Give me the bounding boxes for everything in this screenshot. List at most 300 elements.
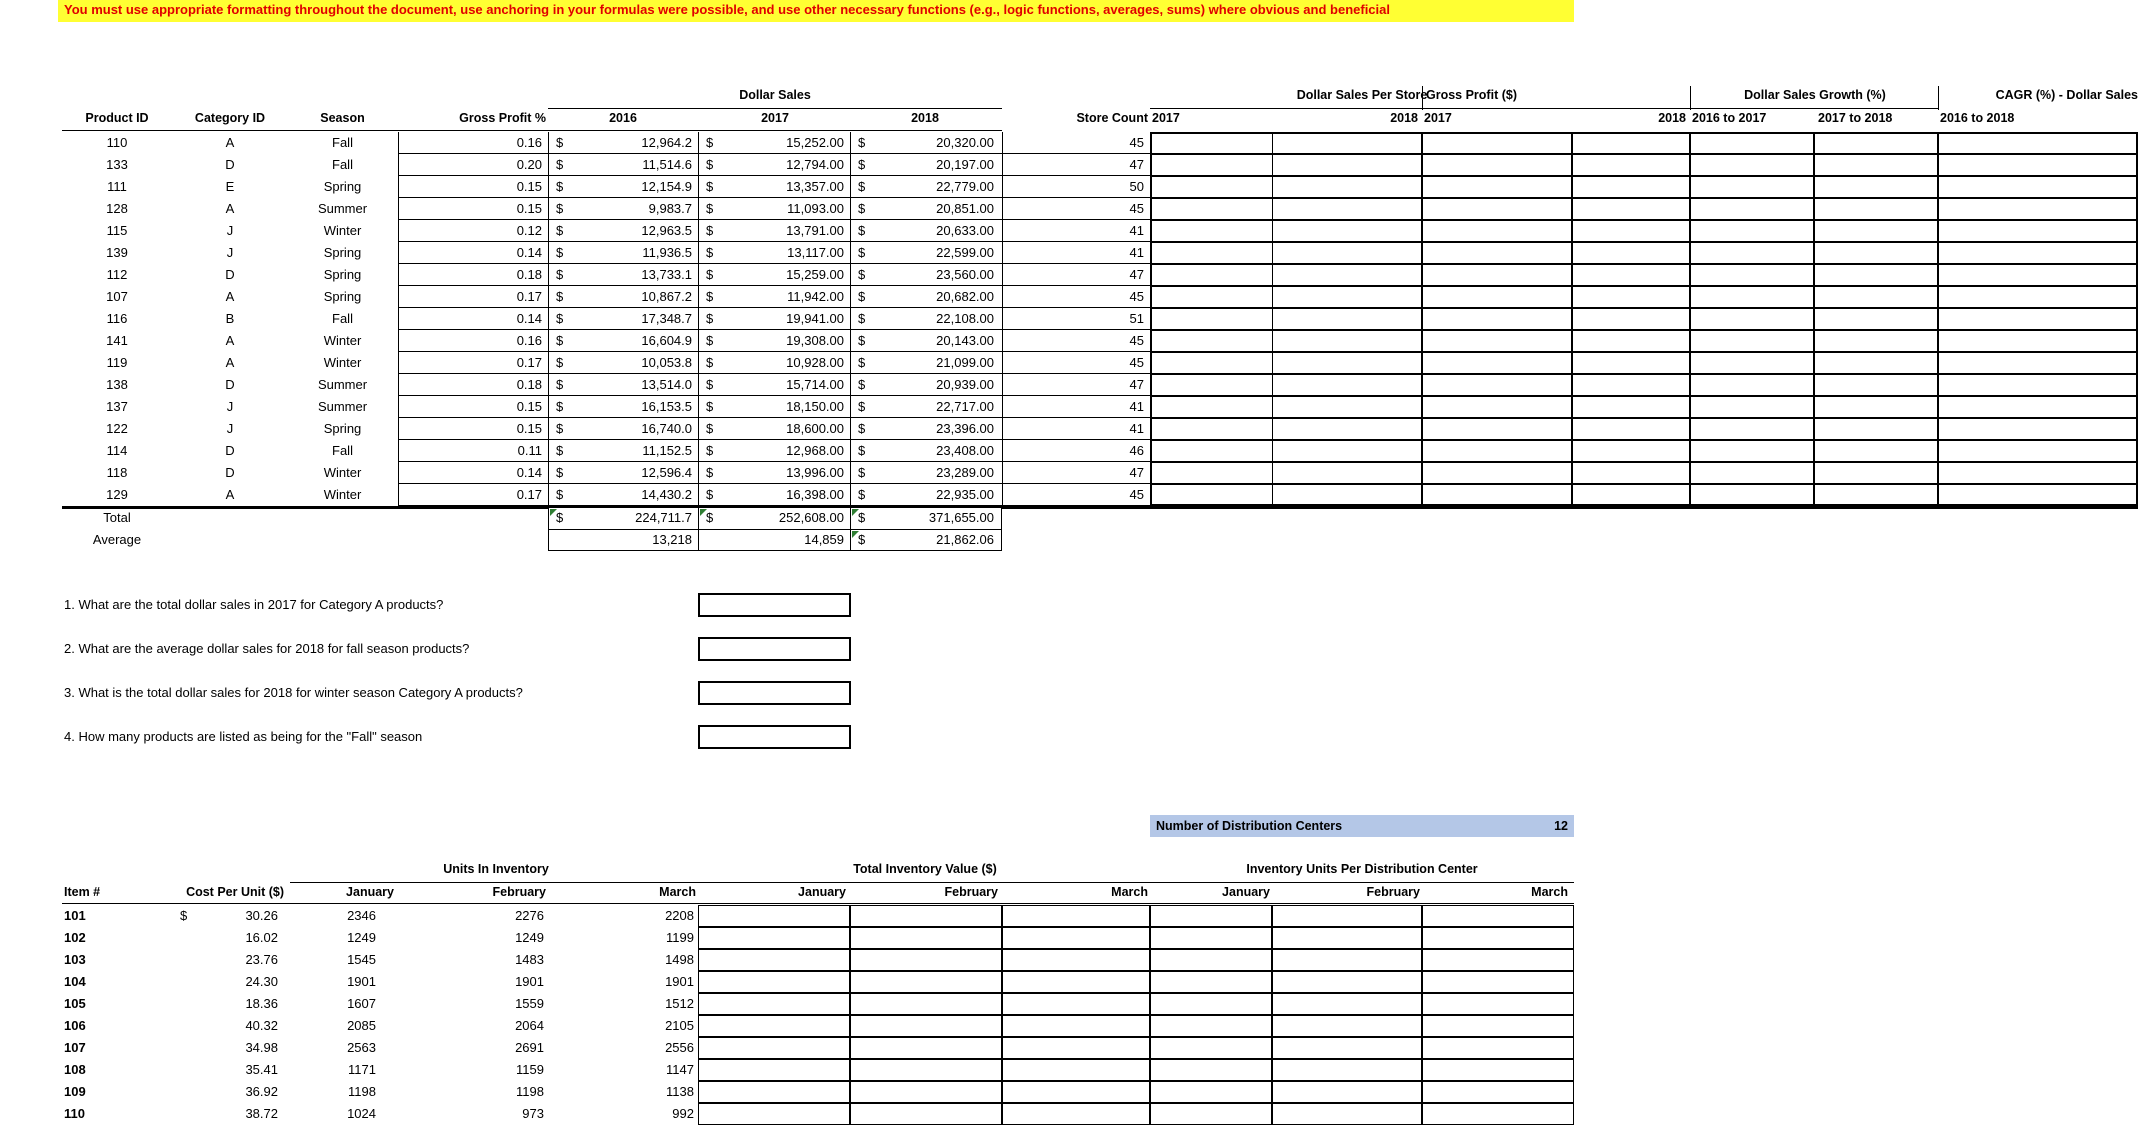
season[interactable]: Summer <box>317 399 368 414</box>
empty-cell[interactable] <box>1272 927 1422 949</box>
col-gross-profit-pct: Gross Profit % <box>459 111 546 125</box>
question-4: 4. How many products are listed as being for the "Fall" season <box>64 729 423 744</box>
sales-2017[interactable]: 10,928.00 <box>786 355 844 370</box>
col-category-id: Category ID <box>194 111 266 125</box>
category-id[interactable]: A <box>225 135 235 150</box>
gross-profit-pct[interactable]: 0.12 <box>516 223 542 238</box>
empty-cell[interactable] <box>850 1059 1002 1081</box>
store-count[interactable]: 47 <box>1129 267 1144 282</box>
product-id[interactable]: 138 <box>106 377 128 392</box>
season[interactable]: Winter <box>323 355 362 370</box>
currency-symbol: $ <box>556 465 564 480</box>
currency-symbol: $ <box>858 135 866 150</box>
item-number[interactable]: 108 <box>64 1062 86 1077</box>
units-mar[interactable]: 1199 <box>666 930 694 945</box>
gross-profit-pct[interactable]: 0.17 <box>516 289 542 304</box>
empty-cell[interactable] <box>1002 1081 1150 1103</box>
units-feb[interactable]: 2064 <box>515 1018 544 1033</box>
units-jan[interactable]: 2563 <box>347 1040 376 1055</box>
product-id[interactable]: 112 <box>106 267 128 282</box>
season[interactable]: Fall <box>332 157 353 172</box>
category-id[interactable]: E <box>225 179 235 194</box>
product-id[interactable]: 118 <box>106 465 128 480</box>
gross-profit-header: Gross Profit ($) <box>1426 88 1517 102</box>
empty-cell[interactable] <box>698 1015 850 1037</box>
product-id[interactable]: 107 <box>106 289 128 304</box>
cost-per-unit[interactable]: 24.30 <box>245 974 278 989</box>
currency-symbol: $ <box>706 223 714 238</box>
store-count[interactable]: 45 <box>1129 201 1144 216</box>
product-id[interactable]: 122 <box>106 421 128 436</box>
gross-profit-pct[interactable]: 0.15 <box>516 201 542 216</box>
empty-cell[interactable] <box>698 905 850 927</box>
sales-2016[interactable]: 11,514.6 <box>642 157 692 172</box>
sales-2018[interactable]: 20,143.00 <box>936 333 994 348</box>
units-jan[interactable]: 1024 <box>347 1106 376 1121</box>
currency-symbol: $ <box>556 333 564 348</box>
cost-per-unit[interactable]: 23.76 <box>245 952 278 967</box>
currency-symbol: $ <box>706 311 714 326</box>
total-2017-currency: $ <box>706 510 714 525</box>
sales-2016[interactable]: 9,983.7 <box>648 201 692 216</box>
currency-symbol: $ <box>858 223 866 238</box>
empty-cell[interactable] <box>1272 1081 1422 1103</box>
product-id[interactable]: 141 <box>106 333 128 348</box>
units-jan[interactable]: 2346 <box>347 908 376 923</box>
currency-symbol: $ <box>556 421 564 436</box>
sales-2017[interactable]: 15,259.00 <box>786 267 844 282</box>
sales-2016[interactable]: 12,964.2 <box>641 135 692 150</box>
store-count[interactable]: 47 <box>1129 377 1144 392</box>
gross-profit-pct[interactable]: 0.11 <box>517 443 542 458</box>
total-inventory-value-header: Total Inventory Value ($) <box>853 862 997 876</box>
sales-2016[interactable]: 12,596.4 <box>641 465 692 480</box>
units-mar[interactable]: 2208 <box>665 908 694 923</box>
sales-2016[interactable]: 11,936.5 <box>642 245 692 260</box>
category-id[interactable]: J <box>226 399 234 414</box>
product-id[interactable]: 137 <box>106 399 128 414</box>
category-id[interactable]: A <box>225 289 235 304</box>
sales-2016[interactable]: 17,348.7 <box>641 311 692 326</box>
units-jan[interactable]: 2085 <box>347 1018 376 1033</box>
cost-per-unit[interactable]: 18.36 <box>245 996 278 1011</box>
gross-profit-pct[interactable]: 0.18 <box>516 377 542 392</box>
empty-cell[interactable] <box>698 1103 850 1125</box>
season[interactable]: Spring <box>323 289 362 304</box>
season[interactable]: Winter <box>323 333 362 348</box>
gross-profit-pct[interactable]: 0.20 <box>516 157 542 172</box>
units-mar[interactable]: 992 <box>672 1106 694 1121</box>
sales-2018[interactable]: 22,935.00 <box>936 487 994 502</box>
empty-cell[interactable] <box>850 1037 1002 1059</box>
sales-2017[interactable]: 12,968.00 <box>786 443 844 458</box>
gross-profit-pct[interactable]: 0.17 <box>516 487 542 502</box>
sales-2017[interactable]: 11,942.00 <box>787 289 844 304</box>
empty-cell[interactable] <box>1272 993 1422 1015</box>
empty-cell[interactable] <box>698 1081 850 1103</box>
category-id[interactable]: J <box>226 245 234 260</box>
item-number[interactable]: 109 <box>64 1084 86 1099</box>
currency-symbol: $ <box>858 157 866 172</box>
sales-2018[interactable]: 23,289.00 <box>936 465 994 480</box>
empty-cell[interactable] <box>1150 1015 1272 1037</box>
empty-cell[interactable] <box>698 1037 850 1059</box>
empty-cell[interactable] <box>1150 993 1272 1015</box>
empty-cell[interactable] <box>1422 1037 1574 1059</box>
item-number[interactable]: 101 <box>64 908 86 923</box>
season[interactable]: Fall <box>332 443 353 458</box>
store-count[interactable]: 45 <box>1129 333 1144 348</box>
empty-cell[interactable] <box>1422 1059 1574 1081</box>
sales-2017[interactable]: 15,252.00 <box>786 135 844 150</box>
currency-symbol: $ <box>556 399 564 414</box>
units-mar[interactable]: 1498 <box>665 952 694 967</box>
empty-cell[interactable] <box>1272 1015 1422 1037</box>
units-mar[interactable]: 2556 <box>665 1040 694 1055</box>
cagr-header: CAGR (%) - Dollar Sales <box>1995 88 2138 102</box>
category-id[interactable]: D <box>225 465 235 480</box>
sales-2018[interactable]: 20,939.00 <box>936 377 994 392</box>
gross-profit-pct[interactable]: 0.15 <box>516 179 542 194</box>
empty-cell[interactable] <box>1422 905 1574 927</box>
average-2018-currency: $ <box>858 532 866 547</box>
sales-2018[interactable]: 23,408.00 <box>936 443 994 458</box>
cost-per-unit[interactable]: 40.32 <box>245 1018 278 1033</box>
units-mar[interactable]: 1512 <box>665 996 694 1011</box>
store-count[interactable]: 45 <box>1129 289 1144 304</box>
product-id[interactable]: 110 <box>106 135 128 150</box>
item-number[interactable]: 107 <box>64 1040 86 1055</box>
currency-symbol: $ <box>706 421 714 436</box>
empty-cell[interactable] <box>1002 949 1150 971</box>
units-mar[interactable]: 1901 <box>665 974 694 989</box>
units-jan[interactable]: 1198 <box>348 1084 376 1099</box>
product-id[interactable]: 129 <box>106 487 128 502</box>
empty-cell[interactable] <box>850 1015 1002 1037</box>
units-jan[interactable]: 1545 <box>347 952 376 967</box>
season[interactable]: Spring <box>323 245 362 260</box>
sales-2018[interactable]: 22,599.00 <box>936 245 994 260</box>
units-jan[interactable]: 1607 <box>347 996 376 1011</box>
sales-2017[interactable]: 15,714.00 <box>786 377 844 392</box>
gross-profit-pct[interactable]: 0.15 <box>516 399 542 414</box>
season[interactable]: Spring <box>323 267 362 282</box>
currency-symbol: $ <box>556 267 564 282</box>
currency-symbol: $ <box>556 245 564 260</box>
empty-cell[interactable] <box>1422 927 1574 949</box>
item-number[interactable]: 103 <box>64 952 86 967</box>
store-count[interactable]: 45 <box>1129 487 1144 502</box>
empty-cell[interactable] <box>1002 927 1150 949</box>
product-id[interactable]: 114 <box>106 443 128 458</box>
currency-symbol: $ <box>858 201 866 216</box>
sales-2017[interactable]: 19,308.00 <box>786 333 844 348</box>
store-count[interactable]: 50 <box>1129 179 1144 194</box>
empty-cell[interactable] <box>698 993 850 1015</box>
currency-symbol: $ <box>858 333 866 348</box>
sales-2018[interactable]: 20,320.00 <box>936 135 994 150</box>
sales-2016[interactable]: 14,430.2 <box>641 487 692 502</box>
col-dsps-2018: 2018 <box>1390 111 1418 125</box>
currency-symbol: $ <box>556 179 564 194</box>
sales-2016[interactable]: 12,963.5 <box>641 223 692 238</box>
sales-2017[interactable]: 19,941.00 <box>786 311 844 326</box>
product-id[interactable]: 128 <box>106 201 128 216</box>
item-number[interactable]: 104 <box>64 974 86 989</box>
store-count[interactable]: 47 <box>1129 465 1144 480</box>
col-2016: 2016 <box>609 111 637 125</box>
empty-cell[interactable] <box>850 993 1002 1015</box>
product-id[interactable]: 119 <box>106 355 128 370</box>
empty-cell[interactable] <box>850 1081 1002 1103</box>
item-number[interactable]: 102 <box>64 930 86 945</box>
empty-cell[interactable] <box>850 927 1002 949</box>
season[interactable]: Fall <box>332 311 353 326</box>
answer-3-input[interactable] <box>698 681 851 705</box>
season[interactable]: Fall <box>332 135 353 150</box>
category-id[interactable]: D <box>225 157 235 172</box>
item-number[interactable]: 110 <box>64 1106 85 1121</box>
gross-profit-pct[interactable]: 0.18 <box>516 267 542 282</box>
units-feb[interactable]: 1159 <box>516 1062 544 1077</box>
distribution-centers-value[interactable]: 12 <box>1554 819 1568 833</box>
distribution-centers-box <box>1150 815 1574 837</box>
sales-2018[interactable]: 20,633.00 <box>936 223 994 238</box>
empty-cell[interactable] <box>850 949 1002 971</box>
season[interactable]: Winter <box>323 487 362 502</box>
empty-cell[interactable] <box>850 905 1002 927</box>
sales-2017[interactable]: 11,093.00 <box>787 201 844 216</box>
season[interactable]: Summer <box>317 201 368 216</box>
currency-symbol: $ <box>858 289 866 304</box>
cost-per-unit[interactable]: 36.92 <box>245 1084 278 1099</box>
units-in-inventory-header: Units In Inventory <box>443 862 549 876</box>
cost-per-unit[interactable]: 30.26 <box>245 908 278 923</box>
sales-2018[interactable]: 20,682.00 <box>936 289 994 304</box>
currency-symbol: $ <box>556 355 564 370</box>
gross-profit-pct[interactable]: 0.14 <box>516 245 542 260</box>
units-jan[interactable]: 1901 <box>347 974 376 989</box>
currency-symbol: $ <box>706 443 714 458</box>
gross-profit-pct[interactable]: 0.16 <box>516 135 542 150</box>
empty-cell[interactable] <box>1272 1059 1422 1081</box>
empty-cell[interactable] <box>1150 1103 1272 1125</box>
total-2018-currency: $ <box>858 510 866 525</box>
item-number[interactable]: 105 <box>64 996 86 1011</box>
empty-cell[interactable] <box>1272 905 1422 927</box>
empty-cell[interactable] <box>698 949 850 971</box>
cost-per-unit[interactable]: 38.72 <box>245 1106 278 1121</box>
empty-cell[interactable] <box>1002 993 1150 1015</box>
sales-2016[interactable]: 10,867.2 <box>641 289 692 304</box>
cost-per-unit[interactable]: 34.98 <box>245 1040 278 1055</box>
category-id[interactable]: A <box>225 355 235 370</box>
empty-cell[interactable] <box>1150 927 1272 949</box>
sales-2018[interactable]: 22,779.00 <box>936 179 994 194</box>
col-dc-mar: March <box>1531 885 1568 899</box>
cost-per-unit[interactable]: 35.41 <box>245 1062 278 1077</box>
units-feb[interactable]: 2691 <box>515 1040 544 1055</box>
product-id[interactable]: 139 <box>106 245 128 260</box>
empty-cell[interactable] <box>1150 1037 1272 1059</box>
units-feb[interactable]: 2276 <box>515 908 544 923</box>
sales-2016[interactable]: 11,152.5 <box>642 443 692 458</box>
empty-cell[interactable] <box>1150 1081 1272 1103</box>
sales-2016[interactable]: 16,604.9 <box>641 333 692 348</box>
store-count[interactable]: 46 <box>1129 443 1144 458</box>
store-count[interactable]: 41 <box>1129 421 1144 436</box>
empty-cell[interactable] <box>1150 1059 1272 1081</box>
sales-2017[interactable]: 13,117.00 <box>787 245 844 260</box>
product-id[interactable]: 116 <box>106 311 128 326</box>
currency-symbol: $ <box>858 443 866 458</box>
sales-2018[interactable]: 21,099.00 <box>936 355 994 370</box>
season[interactable]: Spring <box>323 421 362 436</box>
sales-2016[interactable]: 12,154.9 <box>641 179 692 194</box>
dollar-sales-growth-header: Dollar Sales Growth (%) <box>1744 88 1886 102</box>
units-feb[interactable]: 1901 <box>515 974 544 989</box>
gross-profit-pct[interactable]: 0.15 <box>516 421 542 436</box>
empty-cell[interactable] <box>1422 1103 1574 1125</box>
empty-cell[interactable] <box>1272 949 1422 971</box>
question-1: 1. What are the total dollar sales in 2017 for Category A products? <box>64 597 444 612</box>
sales-2017[interactable]: 18,150.00 <box>786 399 844 414</box>
col-gp-2018: 2018 <box>1658 111 1686 125</box>
currency-symbol: $ <box>706 179 714 194</box>
store-count[interactable]: 47 <box>1129 157 1144 172</box>
empty-cell[interactable] <box>1272 971 1422 993</box>
product-id[interactable]: 115 <box>106 223 128 238</box>
empty-cell[interactable] <box>1002 971 1150 993</box>
cost-currency: $ <box>180 908 188 923</box>
units-feb[interactable]: 1198 <box>516 1084 544 1099</box>
empty-cell[interactable] <box>1422 949 1574 971</box>
gross-profit-pct[interactable]: 0.14 <box>516 465 542 480</box>
product-id[interactable]: 133 <box>106 157 128 172</box>
empty-cell[interactable] <box>698 927 850 949</box>
sales-2017[interactable]: 12,794.00 <box>786 157 844 172</box>
store-count[interactable]: 41 <box>1129 245 1144 260</box>
store-count[interactable]: 45 <box>1129 355 1144 370</box>
units-feb[interactable]: 1483 <box>515 952 544 967</box>
sales-2016[interactable]: 16,740.0 <box>641 421 692 436</box>
currency-symbol: $ <box>858 355 866 370</box>
empty-cell[interactable] <box>1150 949 1272 971</box>
season[interactable]: Summer <box>317 377 368 392</box>
average-2018: 21,862.06 <box>936 532 994 547</box>
store-count[interactable]: 41 <box>1129 223 1144 238</box>
gross-profit-pct[interactable]: 0.14 <box>516 311 542 326</box>
season[interactable]: Winter <box>323 223 362 238</box>
empty-cell[interactable] <box>698 971 850 993</box>
category-id[interactable]: A <box>225 487 235 502</box>
season[interactable]: Winter <box>323 465 362 480</box>
store-count[interactable]: 41 <box>1129 399 1144 414</box>
sales-2017[interactable]: 13,791.00 <box>786 223 844 238</box>
units-mar[interactable]: 2105 <box>665 1018 694 1033</box>
col-value-feb: February <box>944 885 998 899</box>
units-feb[interactable]: 1559 <box>515 996 544 1011</box>
category-id[interactable]: D <box>225 267 235 282</box>
sales-2018[interactable]: 23,560.00 <box>936 267 994 282</box>
sales-2017[interactable]: 13,996.00 <box>786 465 844 480</box>
empty-cell[interactable] <box>1422 1081 1574 1103</box>
sales-2016[interactable]: 10,053.8 <box>641 355 692 370</box>
cost-per-unit[interactable]: 16.02 <box>245 930 278 945</box>
sales-2018[interactable]: 20,851.00 <box>936 201 994 216</box>
answer-4-input[interactable] <box>698 725 851 749</box>
units-jan[interactable]: 1249 <box>347 930 376 945</box>
sales-2017[interactable]: 16,398.00 <box>786 487 844 502</box>
empty-cell[interactable] <box>1002 905 1150 927</box>
currency-symbol: $ <box>556 443 564 458</box>
currency-symbol: $ <box>706 135 714 150</box>
sales-2016[interactable]: 13,514.0 <box>641 377 692 392</box>
units-jan[interactable]: 1171 <box>348 1062 376 1077</box>
currency-symbol: $ <box>706 487 714 502</box>
empty-cell[interactable] <box>1150 905 1272 927</box>
currency-symbol: $ <box>706 355 714 370</box>
category-id[interactable]: J <box>226 421 234 436</box>
instruction-banner: You must use appropriate formatting throughout the document, use anchoring in your formulas were possible, and use other necessary functions (e.g., logic functions, averages, sums) where obvious and beneficial <box>58 0 1574 22</box>
item-number[interactable]: 106 <box>64 1018 86 1033</box>
empty-cell[interactable] <box>1002 1059 1150 1081</box>
season[interactable]: Spring <box>323 179 362 194</box>
store-count[interactable]: 45 <box>1129 135 1144 150</box>
empty-cell[interactable] <box>1272 1037 1422 1059</box>
units-feb[interactable]: 1249 <box>515 930 544 945</box>
category-id[interactable]: D <box>225 443 235 458</box>
category-id[interactable]: D <box>225 377 235 392</box>
col-growth-2017-2018: 2017 to 2018 <box>1818 111 1893 125</box>
category-id[interactable]: A <box>225 333 235 348</box>
units-mar[interactable]: 1138 <box>666 1084 694 1099</box>
answer-2-input[interactable] <box>698 637 851 661</box>
empty-cell[interactable] <box>1002 1103 1150 1125</box>
product-id[interactable]: 111 <box>107 179 127 194</box>
sales-2016[interactable]: 13,733.1 <box>641 267 692 282</box>
empty-cell[interactable] <box>850 1103 1002 1125</box>
units-mar[interactable]: 1147 <box>666 1062 694 1077</box>
answer-1-input[interactable] <box>698 593 851 617</box>
empty-cell[interactable] <box>1422 993 1574 1015</box>
empty-cell[interactable] <box>1150 971 1272 993</box>
category-id[interactable]: J <box>226 223 234 238</box>
empty-cell[interactable] <box>698 1059 850 1081</box>
gross-profit-pct[interactable]: 0.16 <box>516 333 542 348</box>
col-store-count: Store Count <box>1076 111 1148 125</box>
empty-cell[interactable] <box>1002 1037 1150 1059</box>
category-id[interactable]: A <box>225 201 235 216</box>
units-feb[interactable]: 973 <box>522 1106 544 1121</box>
sales-2018[interactable]: 22,108.00 <box>936 311 994 326</box>
currency-symbol: $ <box>706 267 714 282</box>
empty-cell[interactable] <box>1422 1015 1574 1037</box>
sales-2017[interactable]: 18,600.00 <box>786 421 844 436</box>
sales-2016[interactable]: 16,153.5 <box>641 399 692 414</box>
sales-2018[interactable]: 20,197.00 <box>936 157 994 172</box>
category-id[interactable]: B <box>225 311 235 326</box>
sales-2017[interactable]: 13,357.00 <box>786 179 844 194</box>
sales-2018[interactable]: 23,396.00 <box>936 421 994 436</box>
empty-cell[interactable] <box>1422 971 1574 993</box>
sales-2018[interactable]: 22,717.00 <box>936 399 994 414</box>
empty-cell[interactable] <box>1272 1103 1422 1125</box>
empty-cell[interactable] <box>850 971 1002 993</box>
empty-cell[interactable] <box>1002 1015 1150 1037</box>
store-count[interactable]: 51 <box>1129 311 1144 326</box>
gross-profit-pct[interactable]: 0.17 <box>516 355 542 370</box>
